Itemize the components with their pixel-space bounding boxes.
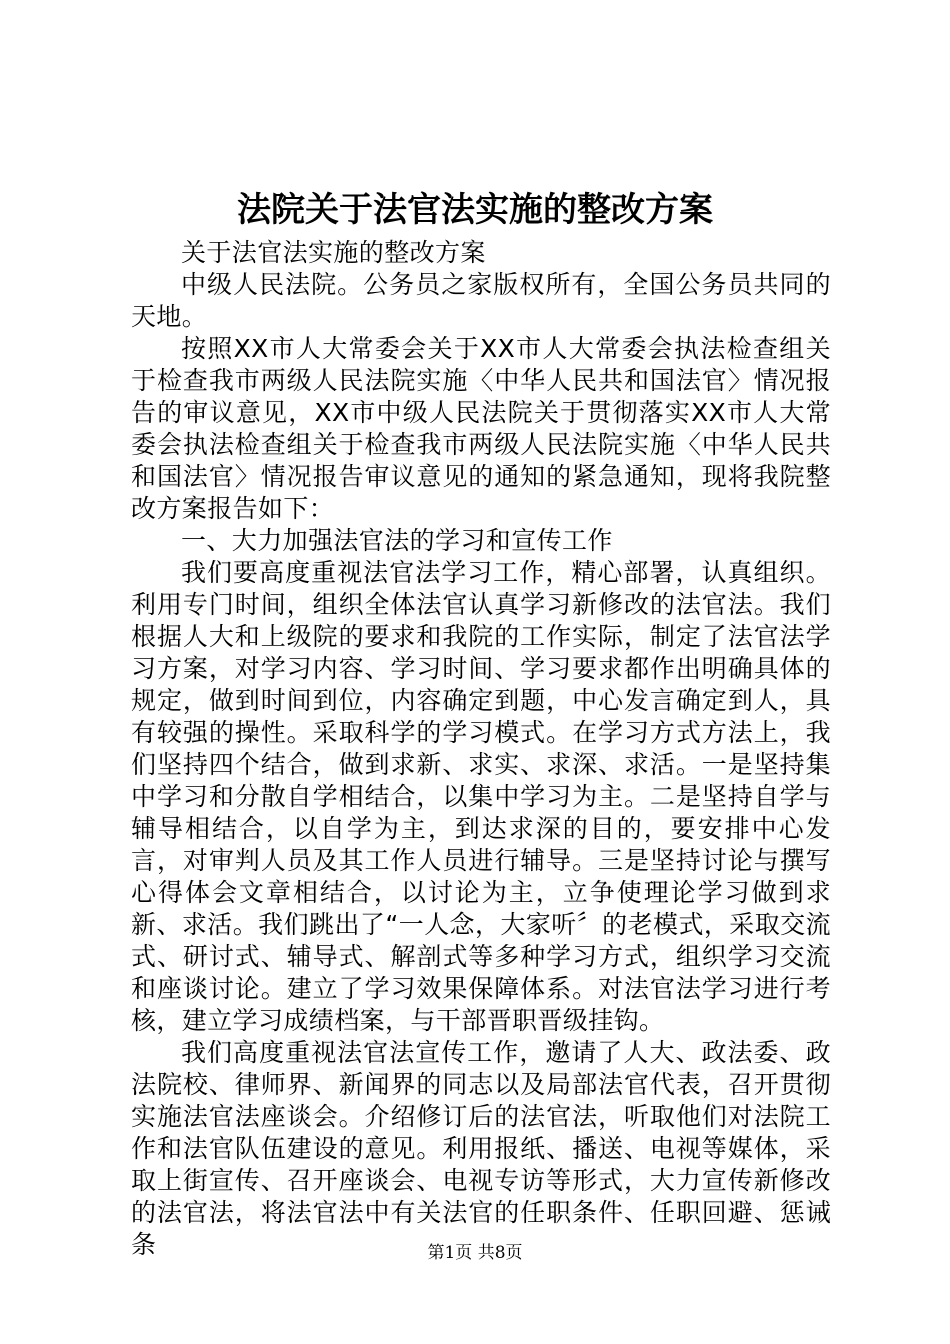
document-title: 法院关于法官法实施的整改方案 [237,190,713,230]
document-body [131,237,831,1261]
paragraph-publicity: 我们高度重视法官法宣传工作，邀请了人大、政法委、政法院校、律师界、新闻界的同志以及局部法官代表，召开贯彻实施法官法座谈会。介绍修订后的法官法，听取他们对法院工作和法官队伍建设的意见。利用报纸、播送、电视等媒体，采取上街宣传、召开座谈会、电视专访等形式，大力宣传新修改的法官法，将法官法中有关法官的任职条件、任职回避、惩诫条 [131,1038,831,1259]
paragraph-subtitle: 关于法官法实施的整改方案 [181,238,486,267]
page-footer: 第1页 共8页 [427,1243,523,1263]
section-heading-1: 一、大力加强法官法的学习和宣传工作 [181,526,613,555]
paragraph-court: 中级人民法院。公务员之家版权所有，全国公务员共同的天地。 [131,270,831,331]
paragraph-intro: 按照XX市人大常委会关于XX市人大常委会执法检查组关于检查我市两级人民法院实施〈中华人民共和国法官〉情况报告的审议意见，XX市中级人民法院关于贯彻落实XX市人大常委会执法检查组关于检查我市两级人民法院实施〈中华人民共和国法官〉情况报告审议意见的通知的紧急通知，现将我院整改方案报告如下： [131,334,831,523]
paragraph-study: 我们要高度重视法官法学习工作，精心部署，认真组织。利用专门时间，组织全体法官认真学习新修改的法官法。我们根据人大和上级院的要求和我院的工作实际，制定了法官法学习方案，对学习内容、学习时间、学习要求都作出明确具体的规定，做到时间到位，内容确定到题，中心发言确定到人，具有较强的操性。采取科学的学习模式。在学习方式方法上，我们坚持四个结合，做到求新、求实、求深、求活。一是坚持集中学习和分散自学相结合，以集中学习为主。二是坚持自学与辅导相结合，以自学为主，到达求深的目的，要安排中心发言，对审判人员及其工作人员进行辅导。三是坚持讨论与撰写心得体会文章相结合，以讨论为主，立争使理论学习做到求新、求活。我们跳出了“一人念，大家听〞的老模式，采取交流式、研讨式、辅导式、解剖式等多种学习方式，组织学习交流和座谈讨论。建立了学习效果保障体系。对法官法学习进行考核，建立学习成绩档案，与干部晋职晋级挂钩。 [131,558,831,1035]
